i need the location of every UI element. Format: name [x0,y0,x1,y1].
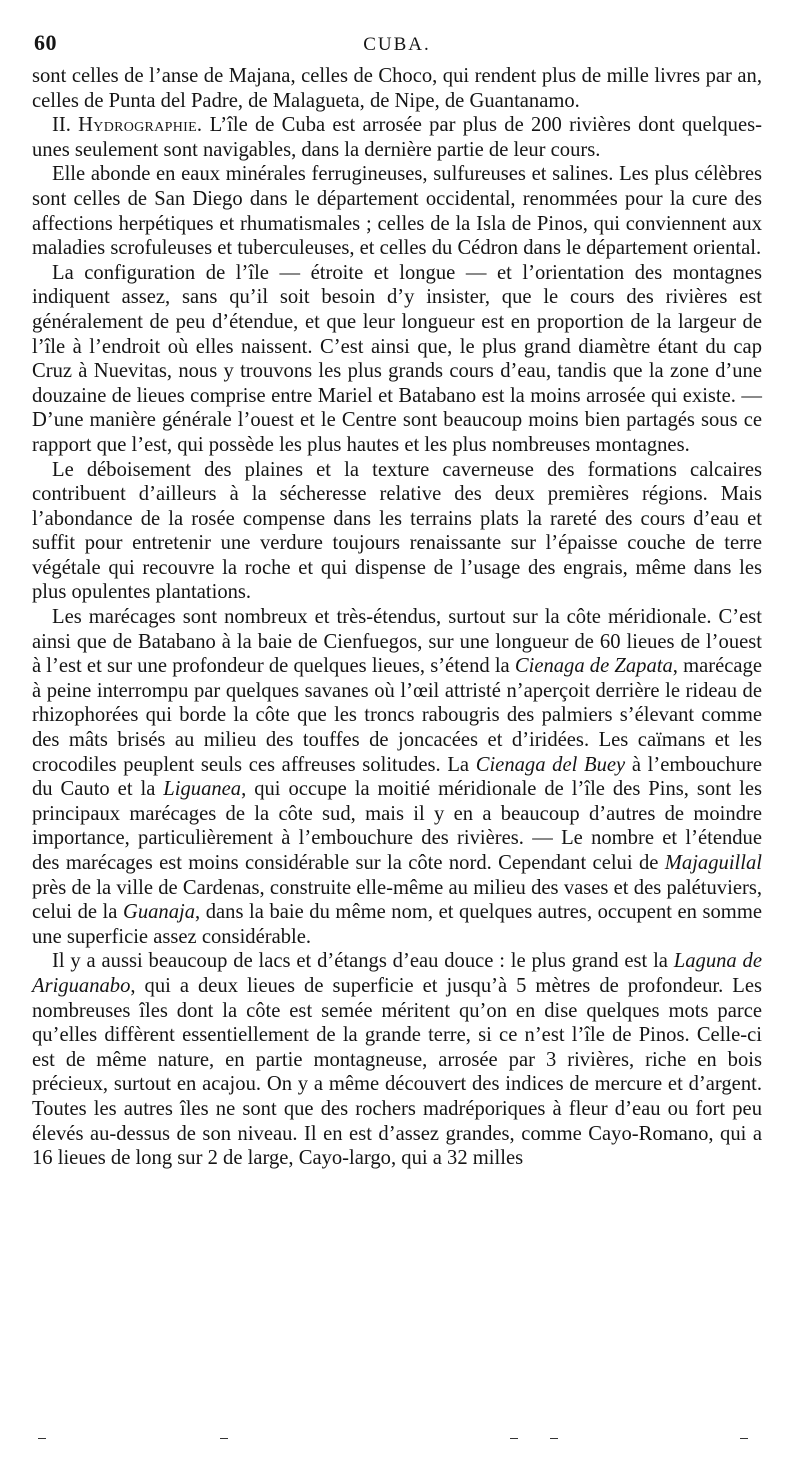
scan-mark [510,1438,518,1439]
text-run: à l’embouchure du Cauto et la [32,753,762,801]
body-text [32,64,762,1171]
text-run: La configuration de l’île — étroite et longue — et l’orientation des montagnes indiquent assez, sans qu’il soit besoin d’y insister, que le cours des rivières est généralement de peu d’étendue, et que leur longueur est en proportion de la largeur de l’île à l’endroit où elles naissent. C’est ainsi que, le plus grand diamètre étant du cap Cruz à Nuevitas, nous y trouvons les plus grands cours d’eau, tandis que la zone d’une douzaine de lieues comprise entre Mariel et Batabano est la moins arrosée qui existe. — D’une manière générale l’ouest et le Centre sont beaucoup moins bien partagés sous ce rapport que l’est, qui possède les plus hautes et les plus nombreuses montagnes. [32,261,762,456]
paragraph-6 [32,605,762,949]
paragraph-4 [32,261,762,458]
place-name: Cienaga de Zapata [514,655,673,678]
text-run: , qui a deux lieues de superficie et jusqu’à 5 mètres de profondeur. Les nombreuses îles dont la côte est semée méritent qu’on en dise quelques mots parce qu’elles diffèrent essentiellement de la grande terre, si ce n’est l’île de Pinos. Celle-ci est de même nature, en partie montagneuse, arrosée par 3 rivières, riche en bois précieux, surtout en acajou. On y a même découvert des indices de mercure et d’argent. Toutes les autres îles ne sont que des rochers madréporiques à fleur d’eau ou fort peu élevés au-dessus de son niveau. Il en est d’assez grandes, comme Cayo-Romano, qui a 16 lieues de long sur 2 de large, Cayo-largo, qui a 32 milles [32,974,762,1170]
scan-mark [550,1438,558,1439]
scan-margin-marks [32,1438,762,1450]
scan-mark [220,1438,228,1439]
text-run: Elle abonde en eaux minérales ferrugineuses, sulfureuses et salines. Les plus célèbres sont celles de San Diego dans le département occidental, renommées pour la cure des affections herpétiques et rhumatismales ; celles de la Isla de Pinos, qui conviennent aux maladies scrofuleuses et tuberculeuses, et celles du Cédron dans le département oriental. [32,163,762,260]
running-head [32,10,762,55]
place-name: Liguanea [163,778,242,801]
scan-mark [38,1438,46,1439]
section-heading: Hydrographie. [78,114,203,137]
place-name: Laguna de Ariguanabo [32,950,762,997]
section-number: II. [52,114,79,137]
running-title: CUBA. [363,34,431,55]
text-run: , dans la baie du même nom, et quelques autres, occupent en somme une superficie assez considérable. [32,901,762,948]
book-page [32,10,762,1470]
text-run: , qui occupe la moitié méridionale de l’île des Pins, sont les principaux marécages de la côte sud, mais il y en a beaucoup d’autres de moindre importance, particulièrement à l’embouchure des rivières. — Le nombre et l’étendue des marécages est moins considérable sur la côte nord. Cependant celui de [32,778,763,874]
paragraph-1 [32,64,762,113]
text-run: Les marécages sont nombreux et très-étendus, surtout sur la côte méridionale. C’est ainsi que de Batabano à la baie de Cienfuegos, sur une longueur de 60 lieues de l’ouest à l’est et sur une profondeur de quelques lieues, s’étend la [32,606,762,678]
text-run: L’île de Cuba est arrosée par plus de 200 rivières dont quelques-unes seulement sont navigables, dans la dernière partie de leur cours. [32,114,762,161]
paragraph-7 [32,949,762,1170]
text-run: Le déboisement des plaines et la texture caverneuse des formations calcaires contribuent d’ailleurs à la sécheresse relative des deux premières régions. Mais l’abondance de la rosée compense dans les terrains plats la rareté des cours d’eau et suffit pour entretenir une verdure toujours renaissante sur l’épaisse couche de terre végétale qui recouvre la roche et qui dispense de l’usage des engrais, même dans les plus opulentes plantations. [32,458,762,604]
place-name: Majaguillal [664,852,762,874]
text-run: sont celles de l’anse de Majana, celles de Choco, qui rendent plus de mille livres par an, celles de Punta del Padre, de Malagueta, de Nipe, de Guantanamo. [32,65,762,112]
page-number: 60 [34,30,57,55]
paragraph-2 [32,113,762,162]
paragraph-5 [32,458,762,606]
place-name: Cienaga del Buey [475,753,626,776]
scan-mark [740,1438,748,1439]
text-run: , marécage à peine interrompu par quelques savanes où l’œil attristé n’aperçoit derrière le rideau de rhizophorées qui borde la côte que les troncs rabougris des palmiers s’élevant comme des mâts brisés au milieu des touffes de joncacées et d’iridées. Les caïmans et les crocodiles peuplent seuls ces affreuses solitudes. La [32,655,762,776]
place-name: Guanaja [122,901,196,924]
text-run: Il y a aussi beaucoup de lacs et d’étangs d’eau douce : le plus grand est la [52,950,674,973]
paragraph-3 [32,162,762,260]
text-run: près de la ville de Cardenas, construite elle-même au milieu des vases et des palétuviers, celui de la [32,876,762,924]
